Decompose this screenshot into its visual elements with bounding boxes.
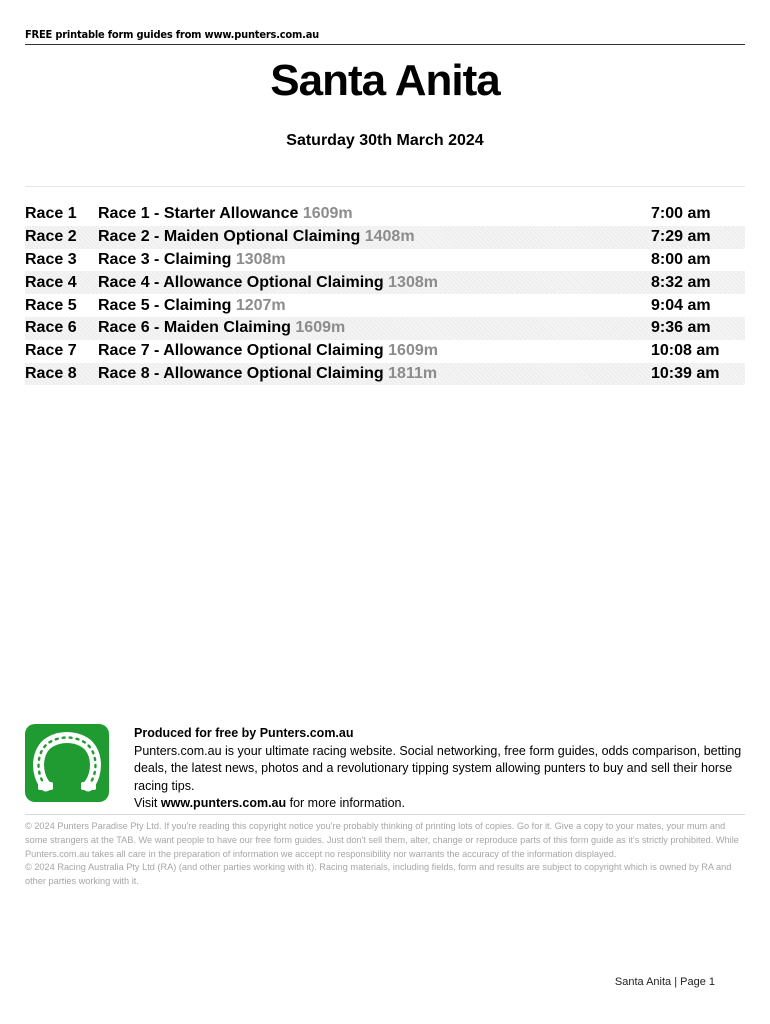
- race-list: [25, 203, 745, 385]
- page-footer: Santa Anita | Page 1: [614, 976, 715, 988]
- race-time: 10:08 am: [651, 342, 720, 360]
- race-name-cell: [98, 297, 651, 315]
- race-number: Race 1: [25, 205, 77, 223]
- race-number: Race 8: [25, 364, 77, 382]
- promo-block: [25, 724, 745, 810]
- race-time: 7:00 am: [651, 205, 711, 223]
- punters-logo: [25, 724, 109, 802]
- race-name-cell: [98, 319, 651, 337]
- race-distance: 1408m: [364, 228, 415, 246]
- race-number: Race 2: [25, 228, 77, 246]
- race-name-cell: [98, 274, 651, 292]
- top-divider: [25, 44, 745, 45]
- race-row: [25, 294, 745, 317]
- race-row: [25, 249, 745, 272]
- race-distance: 1207m: [235, 296, 286, 314]
- race-row: [25, 226, 745, 249]
- race-number: Race 5: [25, 296, 77, 314]
- race-distance: 1609m: [388, 342, 438, 360]
- race-name-cell: [98, 342, 651, 360]
- race-row: [25, 317, 745, 340]
- race-name-cell: [98, 228, 651, 246]
- promo-visit: [134, 795, 744, 813]
- race-time: 10:39 am: [651, 364, 720, 382]
- race-name: Race 3 - Claiming: [98, 250, 232, 268]
- page-title: Santa Anita: [270, 56, 500, 105]
- race-time: 8:00 am: [651, 250, 711, 268]
- promo-body: Punters.com.au is your ultimate racing website. Social networking, free form guides, odds comparison, betting deals, the latest news, photos and a revolutionary tipping system allowing punters to buy and sell their horse racing tips.: [134, 743, 742, 793]
- copyright-racing-australia: © 2024 Racing Australia Pty Ltd (RA) (and other parties working with it). Racing materials, including fields, form and results are subject to copyright which is owned by RA and other parties working with it.: [25, 862, 732, 887]
- race-name-cell: [98, 251, 651, 269]
- race-distance: 1609m: [295, 319, 346, 337]
- top-banner: FREE printable form guides from www.punters.com.au: [25, 28, 320, 41]
- race-name: Race 4 - Allowance Optional Claiming: [98, 273, 384, 291]
- copyright-punters: © 2024 Punters Paradise Pty Ltd. If you're reading this copyright notice you're probably thinking of printing lots of copies. Go for it. Give a copy to your mates, your mum and some strangers at the TAB. We want people to have our free form guides. Just don't sell them, alter, change or reproduce parts of this form guide as it's strictly prohibited. While Punters.com.au takes all care in the preparation of information we accept no responsibility nor warrants the accuracy of the information displayed.: [25, 821, 739, 859]
- race-number: Race 6: [25, 319, 77, 337]
- race-number: Race 7: [25, 342, 77, 360]
- race-time: 8:32 am: [651, 273, 711, 291]
- promo-title: Produced for free by Punters.com.au: [134, 726, 354, 740]
- race-distance: 1609m: [302, 205, 353, 223]
- race-time: 9:04 am: [651, 296, 711, 314]
- visit-prefix: Visit: [134, 796, 158, 810]
- race-row: [25, 363, 745, 386]
- race-number: Race 4: [25, 273, 77, 291]
- promo-text: [134, 725, 744, 813]
- race-name-cell: [98, 365, 651, 383]
- race-name: Race 1 - Starter Allowance: [98, 205, 299, 223]
- race-name: Race 2 - Maiden Optional Claiming: [98, 228, 361, 246]
- race-row: [25, 203, 745, 226]
- race-row: [25, 340, 745, 363]
- race-name: Race 5 - Claiming: [98, 296, 232, 314]
- race-distance: 1811m: [388, 364, 438, 382]
- race-name-cell: [98, 205, 651, 223]
- horseshoe-icon: [25, 724, 109, 802]
- races-divider: [25, 186, 745, 187]
- race-number: Race 3: [25, 250, 77, 268]
- race-distance: 1308m: [388, 273, 438, 291]
- race-row: [25, 271, 745, 294]
- footer-divider: [25, 814, 745, 815]
- race-name: Race 7 - Allowance Optional Claiming: [98, 342, 384, 360]
- punters-link[interactable]: www.punters.com.au: [160, 796, 287, 810]
- visit-suffix: for more information.: [289, 796, 405, 810]
- race-time: 9:36 am: [651, 319, 711, 337]
- race-distance: 1308m: [235, 250, 286, 268]
- race-name: Race 6 - Maiden Claiming: [98, 319, 291, 337]
- race-name: Race 8 - Allowance Optional Claiming: [98, 364, 384, 382]
- copyright-notice: [25, 820, 745, 889]
- race-time: 7:29 am: [651, 228, 711, 246]
- race-date: Saturday 30th March 2024: [286, 132, 484, 149]
